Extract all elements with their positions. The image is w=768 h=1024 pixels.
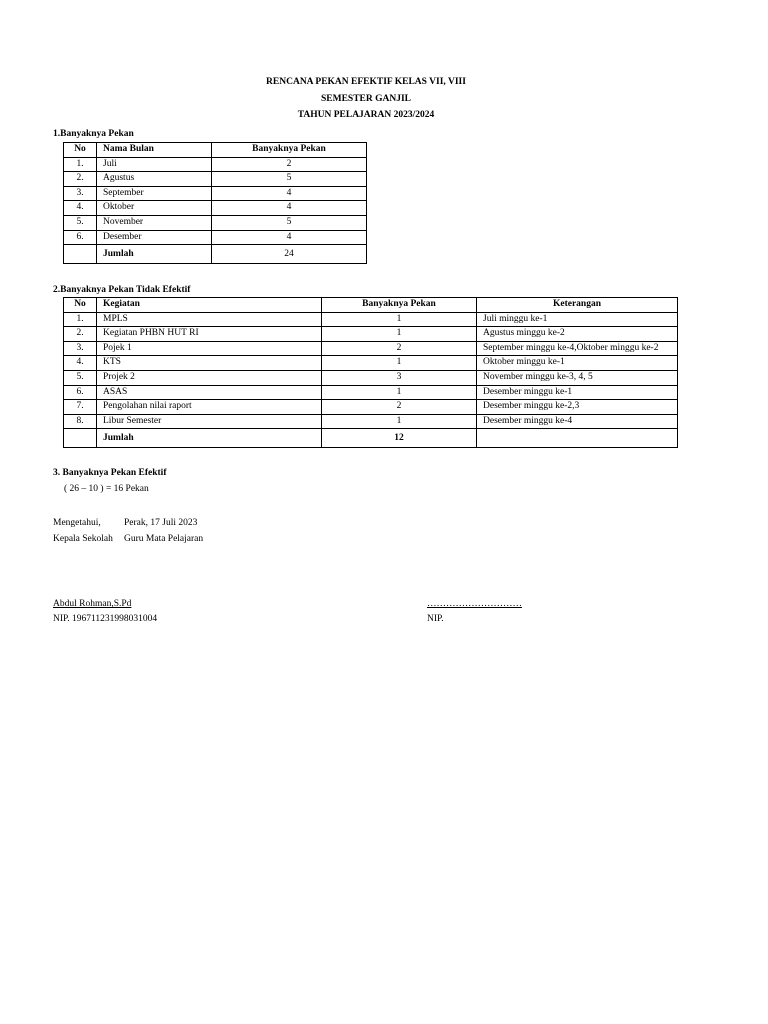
sig-label-kepala-sekolah: Kepala Sekolah: [53, 534, 113, 544]
cell-pekan: 1: [322, 385, 477, 400]
table-row: [64, 215, 367, 230]
cell-no: 5.: [64, 215, 97, 230]
col-header-no: No: [64, 143, 97, 158]
cell-no: 3.: [64, 341, 97, 356]
cell-pekan: 4: [212, 230, 367, 245]
cell-ket: Agustus minggu ke-2: [477, 327, 678, 342]
table-row: [64, 230, 367, 245]
doc-subtitle-semester: SEMESTER GANJIL: [320, 94, 411, 104]
cell-pekan: 1: [322, 414, 477, 429]
col-header-keterangan: Keterangan: [477, 298, 678, 313]
cell-no: 8.: [64, 414, 97, 429]
cell-kegiatan: KTS: [97, 356, 322, 371]
cell-no: 5.: [64, 370, 97, 385]
cell-kegiatan: MPLS: [97, 312, 322, 327]
table-row: [64, 186, 367, 201]
table-row: [64, 385, 678, 400]
sig-label-guru: Guru Mata Pelajaran: [124, 534, 204, 544]
doc-subtitle-year: TAHUN PELAJARAN 2023/2024: [297, 110, 435, 120]
cell-no: 3.: [64, 186, 97, 201]
cell-kegiatan: Projek 2: [97, 370, 322, 385]
total-no-cell: [64, 245, 97, 264]
cell-ket: Desember minggu ke-1: [477, 385, 678, 400]
section1-title: 1.Banyaknya Pekan: [53, 129, 134, 139]
table-row: [64, 400, 678, 415]
table-row: [64, 172, 367, 187]
sig-name-guru: …………………………: [427, 599, 522, 609]
total-keterangan-cell: [477, 429, 678, 448]
table-row: [64, 341, 678, 356]
cell-bulan: Agustus: [97, 172, 212, 187]
sig-label-mengetahui: Mengetahui,: [53, 518, 101, 528]
cell-ket: November minggu ke-3, 4, 5: [477, 370, 678, 385]
col-header-banyaknya-pekan: Banyaknya Pekan: [212, 143, 367, 158]
table-banyaknya-pekan: [63, 142, 367, 264]
cell-kegiatan: Pengolahan nilai raport: [97, 400, 322, 415]
cell-ket: September minggu ke-4,Oktober minggu ke-2: [477, 341, 678, 356]
cell-no: 6.: [64, 230, 97, 245]
table-row: [64, 157, 367, 172]
cell-ket: Desember minggu ke-4: [477, 414, 678, 429]
cell-pekan: 2: [322, 400, 477, 415]
cell-bulan: Desember: [97, 230, 212, 245]
cell-pekan: 1: [322, 312, 477, 327]
sig-place-date: Perak, 17 Juli 2023: [124, 518, 198, 528]
cell-pekan: 4: [212, 186, 367, 201]
cell-no: 4.: [64, 201, 97, 216]
cell-bulan: September: [97, 186, 212, 201]
section3-formula: ( 26 – 10 ) = 16 Pekan: [64, 484, 149, 494]
total-value: 12: [322, 429, 477, 448]
table-header-row: [64, 143, 367, 158]
cell-no: 6.: [64, 385, 97, 400]
section3-title: 3. Banyaknya Pekan Efektif: [53, 468, 167, 478]
cell-pekan: 1: [322, 356, 477, 371]
doc-title: RENCANA PEKAN EFEKTIF KELAS VII, VIII: [266, 77, 466, 87]
col-header-banyaknya-pekan: Banyaknya Pekan: [322, 298, 477, 313]
cell-ket: Juli minggu ke-1: [477, 312, 678, 327]
cell-bulan: Juli: [97, 157, 212, 172]
table-row: [64, 312, 678, 327]
table-row: [64, 414, 678, 429]
table-total-row: [64, 429, 678, 448]
table-total-row: [64, 245, 367, 264]
sig-nip-guru: NIP.: [427, 614, 444, 624]
total-label: Jumlah: [97, 429, 322, 448]
cell-pekan: 4: [212, 201, 367, 216]
cell-no: 2.: [64, 327, 97, 342]
cell-pekan: 2: [322, 341, 477, 356]
cell-pekan: 5: [212, 215, 367, 230]
total-no-cell: [64, 429, 97, 448]
cell-ket: Oktober minggu ke-1: [477, 356, 678, 371]
cell-no: 1.: [64, 157, 97, 172]
cell-no: 2.: [64, 172, 97, 187]
cell-no: 7.: [64, 400, 97, 415]
cell-pekan: 5: [212, 172, 367, 187]
total-label: Jumlah: [97, 245, 212, 264]
table-row: [64, 327, 678, 342]
cell-pekan: 3: [322, 370, 477, 385]
col-header-nama-bulan: Nama Bulan: [97, 143, 212, 158]
table-pekan-tidak-efektif: [63, 297, 678, 448]
cell-kegiatan: Libur Semester: [97, 414, 322, 429]
cell-bulan: November: [97, 215, 212, 230]
section2-title: 2.Banyaknya Pekan Tidak Efektif: [53, 285, 191, 295]
cell-no: 1.: [64, 312, 97, 327]
table-row: [64, 201, 367, 216]
col-header-kegiatan: Kegiatan: [97, 298, 322, 313]
cell-kegiatan: ASAS: [97, 385, 322, 400]
cell-bulan: Oktober: [97, 201, 212, 216]
cell-kegiatan: Pojek 1: [97, 341, 322, 356]
col-header-no: No: [64, 298, 97, 313]
cell-kegiatan: Kegiatan PHBN HUT RI: [97, 327, 322, 342]
table-row: [64, 370, 678, 385]
table-header-row: [64, 298, 678, 313]
sig-name-kepala-sekolah: Abdul Rohman,S.Pd: [53, 599, 132, 609]
total-value: 24: [212, 245, 367, 264]
sig-nip-kepala-sekolah: NIP. 196711231998031004: [53, 614, 158, 624]
cell-no: 4.: [64, 356, 97, 371]
table-row: [64, 356, 678, 371]
cell-ket: Desember minggu ke-2,3: [477, 400, 678, 415]
cell-pekan: 1: [322, 327, 477, 342]
cell-pekan: 2: [212, 157, 367, 172]
